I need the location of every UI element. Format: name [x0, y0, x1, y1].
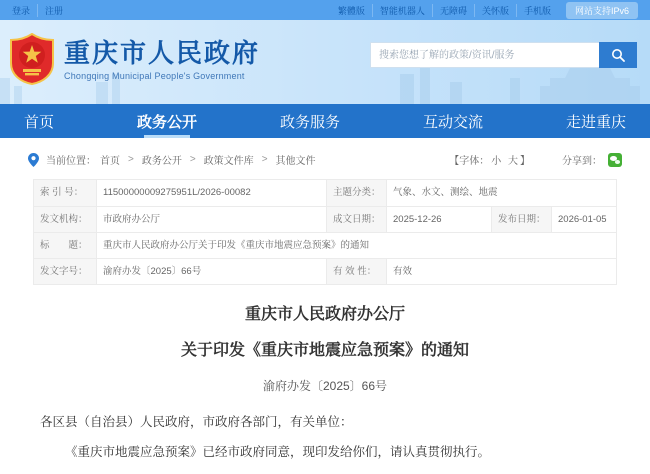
article-body	[0, 303, 650, 462]
article-title-line1: 重庆市人民政府办公厅	[244, 306, 405, 323]
doc-title-label: 标 题：	[34, 233, 96, 258]
care-version-link[interactable]: 关怀版	[474, 4, 516, 17]
wechat-share-icon[interactable]	[608, 153, 622, 167]
breadcrumb-separator: >	[189, 154, 196, 165]
login-link[interactable]: 登录	[12, 5, 31, 16]
top-utility-bar	[0, 0, 650, 20]
main-nav	[0, 104, 650, 138]
meta-row-docno	[34, 258, 616, 284]
validity-label: 有 效 性：	[326, 259, 386, 284]
meta-row-index	[34, 180, 616, 206]
article-doc-number: 渝府办发〔2025〕66号	[262, 379, 388, 393]
topbar-left	[12, 4, 70, 17]
site-header	[0, 20, 650, 104]
nav-item-about-chongqing[interactable]: 走进重庆	[565, 113, 626, 131]
font-size-prefix: 【字体：	[449, 156, 490, 167]
font-size-suffix: 】	[520, 156, 530, 167]
meta-row-title	[34, 232, 616, 258]
breadcrumb	[28, 152, 316, 167]
nav-item-gov-services[interactable]: 政务服务	[279, 113, 340, 131]
publish-date-value: 2026-01-05	[551, 207, 616, 232]
article-paragraph-body: 《重庆市地震应急预案》已经市政府同意，现印发给你们，请认真贯彻执行。	[65, 445, 491, 459]
font-size-control	[449, 152, 530, 167]
issuing-agency-label: 发文机构：	[34, 207, 96, 232]
breadcrumb-item-disclosure[interactable]: 政务公开	[141, 156, 182, 167]
search-button[interactable]	[599, 42, 637, 68]
national-emblem-icon	[10, 33, 54, 85]
nav-item-home[interactable]: 首页	[24, 113, 55, 131]
index-number-value: 11500000009275951L/2026-00082	[96, 180, 326, 206]
breadcrumb-row	[28, 152, 622, 167]
topic-category-value: 气象、水文、测绘、地震	[386, 180, 616, 206]
breadcrumb-item-policy-library[interactable]: 政策文件库	[203, 156, 254, 167]
brand[interactable]	[10, 33, 260, 85]
validity-value: 有效	[386, 259, 616, 284]
breadcrumb-separator: >	[128, 154, 134, 165]
search-icon	[611, 48, 625, 62]
search-box	[370, 42, 637, 68]
accessibility-link[interactable]: 无障碍	[432, 4, 474, 17]
topic-category-label: 主题分类：	[326, 180, 386, 206]
breadcrumb-item-home[interactable]: 首页	[100, 156, 120, 167]
font-smaller-button[interactable]: 小	[491, 156, 502, 167]
share-label: 分享到：	[562, 156, 602, 167]
ipv6-badge: 网站支持IPv6	[566, 2, 638, 19]
issuing-agency-value: 市政府办公厅	[96, 207, 326, 232]
article-title-line2: 关于印发《重庆市地震应急预案》的通知	[180, 342, 469, 359]
mobile-version-link[interactable]: 手机版	[516, 4, 558, 17]
site-title: 重庆市人民政府	[64, 37, 261, 68]
font-larger-button[interactable]: 大	[508, 156, 518, 167]
article-paragraph-salutation: 各区县（自治县）人民政府，市政府各部门，有关单位：	[40, 415, 353, 429]
breadcrumb-separator: >	[261, 154, 268, 165]
index-number-label: 索 引 号：	[34, 180, 96, 206]
nav-item-interaction[interactable]: 互动交流	[422, 113, 483, 131]
robot-link[interactable]: 智能机器人	[372, 4, 432, 17]
meta-row-dates	[34, 206, 616, 232]
breadcrumb-label: 当前位置：	[46, 156, 96, 167]
traditional-chinese-link[interactable]: 繁體版	[337, 5, 365, 16]
document-meta-table	[33, 179, 617, 285]
written-date-label: 成文日期：	[326, 207, 386, 232]
brand-text	[64, 38, 260, 81]
site-title-english: Chongqing Municipal People's Government	[64, 70, 245, 81]
written-date-value: 2025-12-26	[386, 207, 491, 232]
page-tools	[449, 152, 622, 167]
register-link[interactable]: 注册	[37, 4, 70, 17]
doc-number-label: 发文字号：	[34, 259, 96, 284]
topbar-right	[331, 2, 638, 19]
publish-date-label: 发布日期：	[491, 207, 551, 232]
breadcrumb-item-other-documents[interactable]: 其他文件	[275, 156, 316, 167]
search-input[interactable]	[370, 42, 599, 68]
nav-item-gov-affairs-disclosure[interactable]: 政务公开	[127, 104, 207, 138]
doc-number-value: 渝府办发〔2025〕66号	[96, 259, 326, 284]
doc-title-value: 重庆市人民政府办公厅关于印发《重庆市地震应急预案》的通知	[96, 233, 616, 258]
location-pin-icon	[28, 153, 39, 167]
